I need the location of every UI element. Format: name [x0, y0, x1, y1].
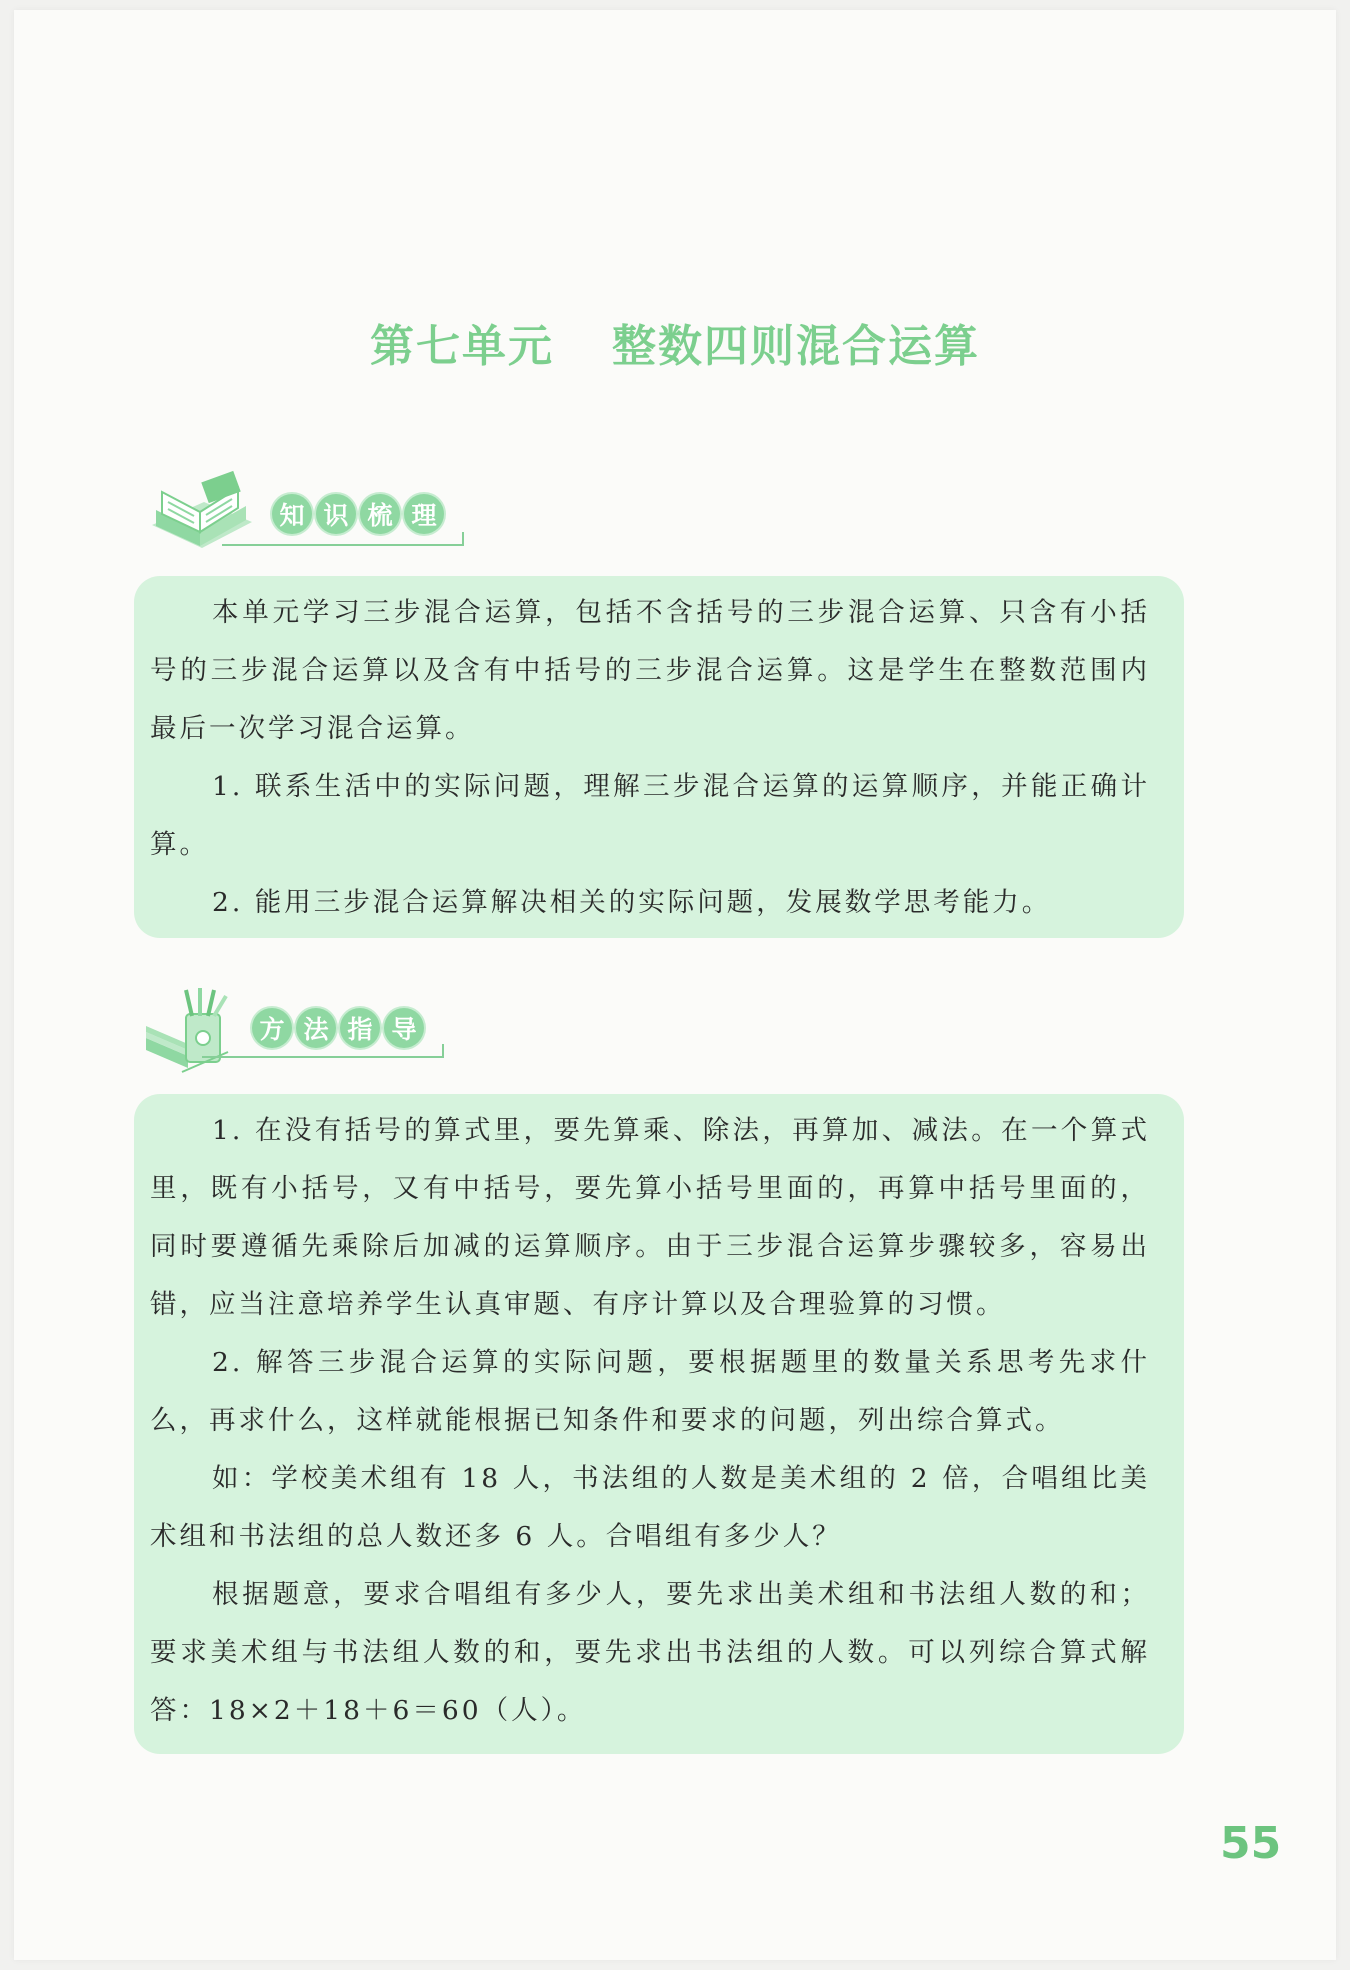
page-number: 55: [1220, 1818, 1282, 1869]
heading-char: 知: [272, 494, 312, 534]
section-heading-knowledge: [142, 470, 472, 560]
unit-title: [0, 310, 1350, 374]
heading-underline: [222, 532, 464, 546]
paragraph: 本单元学习三步混合运算，包括不含括号的三步混合运算、只含有小括号的三步混合运算以及含有中括号的三步混合运算。这是学生在整数范围内最后一次学习混合运算。: [150, 597, 1150, 744]
heading-char: 理: [404, 494, 444, 534]
open-book-icon: [142, 470, 262, 560]
paragraph: 1. 联系生活中的实际问题，理解三步混合运算的运算顺序，并能正确计算。: [150, 771, 1150, 860]
paragraph: 2. 能用三步混合运算解决相关的实际问题，发展数学思考能力。: [212, 887, 1052, 918]
heading-char: 法: [296, 1008, 336, 1048]
paragraph: 根据题意，要求合唱组有多少人，要先求出美术组和书法组人数的和；要求美术组与书法组人数的和，要先求出书法组的人数。可以列综合算式解答：18×2＋18＋6＝60（人）。: [150, 1579, 1150, 1726]
unit-number: 第七单元: [370, 321, 554, 372]
knowledge-summary-box: [134, 576, 1184, 938]
paragraph: 1. 在没有括号的算式里，要先算乘、除法，再算加、减法。在一个算式里，既有小括号，又有中括号，要先算小括号里面的，再算中括号里面的，同时要遵循先乘除后加减的运算顺序。由于三步混合运算步骤较多，容易出错，应当注意培养学生认真审题、有序计算以及合理验算的习惯。: [150, 1115, 1150, 1320]
paragraph: 2. 解答三步混合运算的实际问题，要根据题里的数量关系思考先求什么，再求什么，这样就能根据已知条件和要求的问题，列出综合算式。: [150, 1347, 1150, 1436]
heading-char: 指: [340, 1008, 380, 1048]
pencil-cup-icon: [142, 986, 252, 1076]
heading-char: 梳: [360, 494, 400, 534]
example-paragraph: 如：学校美术组有 18 人，书法组的人数是美术组的 2 倍，合唱组比美术组和书法组的总人数还多 6 人。合唱组有多少人？: [150, 1463, 1150, 1552]
heading-char: 方: [252, 1008, 292, 1048]
heading-char: 识: [316, 494, 356, 534]
unit-topic: 整数四则混合运算: [612, 321, 980, 372]
paragraph: [134, 758, 1184, 874]
heading-underline: [202, 1044, 444, 1058]
method-guidance-box: [134, 1094, 1184, 1754]
section-heading-method: [142, 986, 452, 1076]
heading-char: 导: [384, 1008, 424, 1048]
